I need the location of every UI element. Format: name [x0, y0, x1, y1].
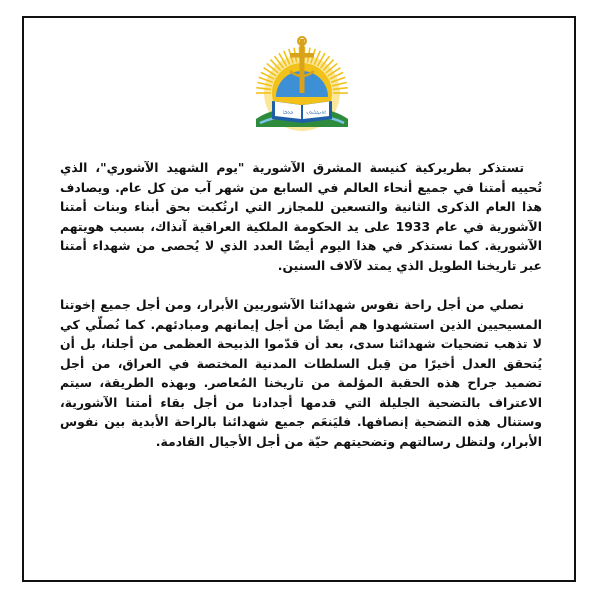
book-text-right: ܐܘܢܓܠܝܘܢ [306, 109, 326, 116]
statement-text [60, 158, 542, 451]
paragraph-1: تستذكر بطريركية كنيسة المشرق الآشورية "يوم الشهيد الآشوري"، الذي تُحييه أمتنا في جميع أنحاء العالم في السابع من شهر آب من كل عام. ويصادف هذا العام الذكرى الثانية والتسعين للمجازر التي ارتُكبت بحق أبناء وبنات أمتنا الآشورية في عام 1933 على يد الحكومة الملكية العراقية آنذاك، بسبب هويتهم الآشورية. كما نستذكر في هذا اليوم أيضًا العدد الذي لا يُحصى من شهداء أمتنا عبر تاريخنا الطويل الذي يمتد لآلاف السنين. [60, 160, 543, 273]
book-text-left: ܟܬܒܐ [283, 109, 293, 116]
church-emblem-icon [246, 35, 358, 135]
paragraph-2: نصلي من أجل راحة نفوس شهدائنا الآشوريين الأبرار، ومن أجل جميع إخوتنا المسيحيين الذين استشهدوا هم أيضًا من أجل إيمانهم ومبادئهم. كما نُصلّي كي لا تذهب تضحيات شهدائنا سدى، بعد أن قدّموا الذبيحة العظمى من أجلنا، بل أن يُتحقق العدل أخيرًا من قِبل السلطات المدنية المختصة في العراق، من أجل تضميد جراح هذه الحقبة المؤلمة من تاريخنا المُعاصر. وبهذه الطريقة، سيتم الاعتراف بالتضحية الجليلة التي قدمها أجدادنا من أجل بقاء أمتنا الآشورية، وستنال هذه التضحية إنصافها. فليَنعَم جميع شهدائنا بالراحة الأبدية بين نفوس الأبرار، ولتظل رسالتهم وتضحيتهم حيّة من أجل الأجيال القادمة. [60, 297, 542, 449]
